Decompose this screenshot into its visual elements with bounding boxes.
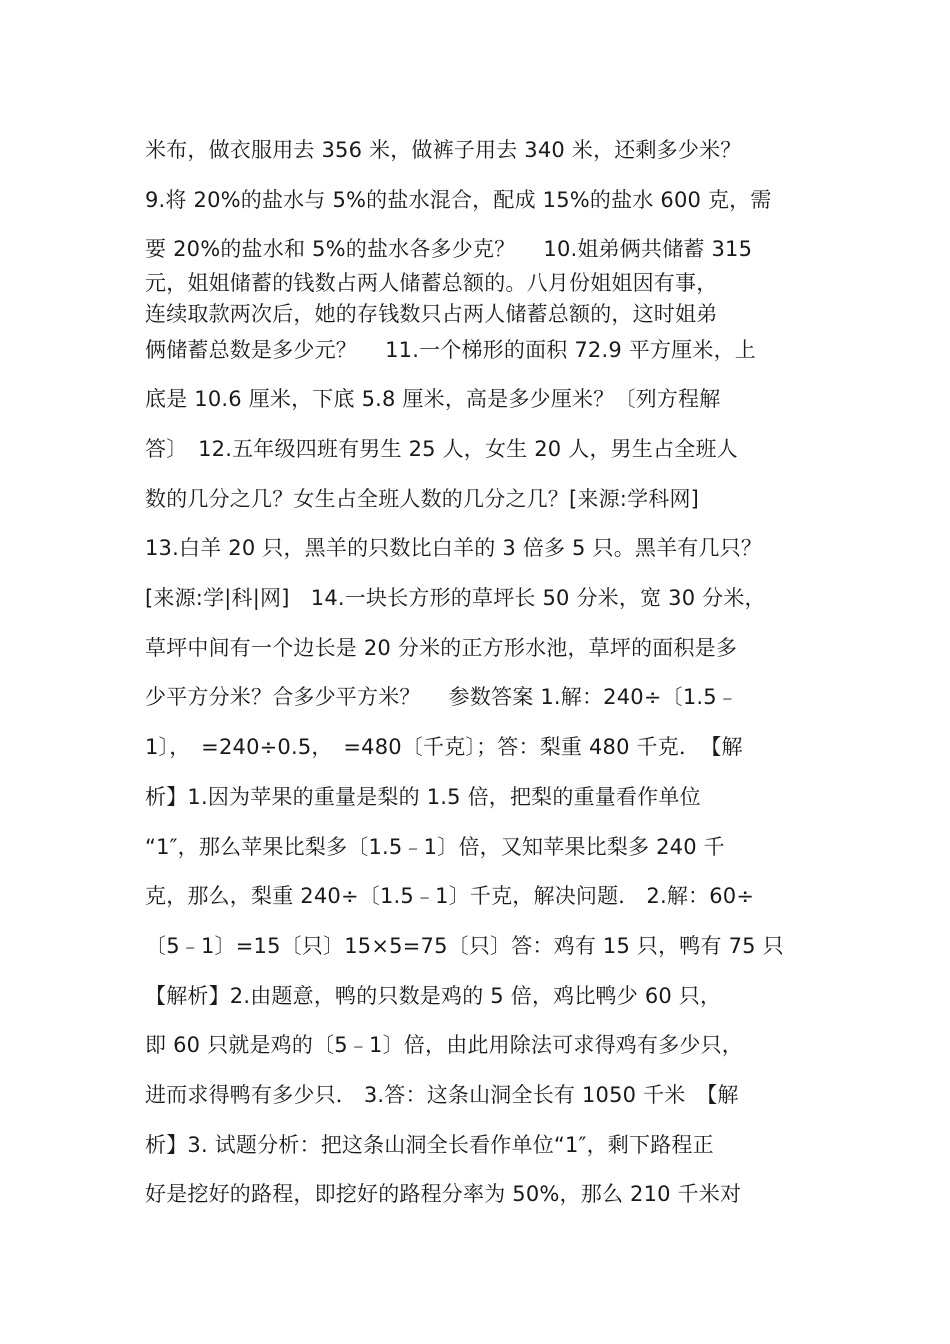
text-line: 元，姐姐储蓄的钱数占两人储蓄总额的。八月份姐姐因有事， bbox=[145, 271, 718, 295]
text-line: “1″，那么苹果比梨多〔1.5﹣1〕倍，又知苹果比梨多 240 千 bbox=[145, 835, 725, 859]
text-line: 【解析】2.由题意，鸭的只数是鸡的 5 倍，鸡比鸭少 60 只， bbox=[145, 984, 722, 1008]
text-line: 底是 10.6 厘米，下底 5.8 厘米，高是多少厘米？〔列方程解 bbox=[145, 387, 721, 411]
text-line: 析】1.因为苹果的重量是梨的 1.5 倍，把梨的重量看作单位 bbox=[145, 785, 701, 809]
text-line: [来源:学|科|网] 14.一块长方形的草坪长 50 分米，宽 30 分米， bbox=[145, 586, 766, 610]
text-line: 13.白羊 20 只，黑羊的只数比白羊的 3 倍多 5 只。黑羊有几只？ bbox=[145, 536, 763, 560]
text-line: 克，那么，梨重 240÷〔1.5﹣1〕千克，解决问题． 2.解：60÷ bbox=[145, 884, 755, 908]
text-line: 9.将 20%的盐水与 5%的盐水混合，配成 15%的盐水 600 克，需 bbox=[145, 188, 772, 212]
text-line: 即 60 只就是鸡的〔5﹣1〕倍，由此用除法可求得鸡有多少只， bbox=[145, 1033, 743, 1057]
text-line: 进而求得鸭有多少只． 3.答：这条山洞全长有 1050 千米 【解 bbox=[145, 1083, 739, 1107]
text-line: 要 20%的盐水和 5%的盐水各多少克？ 10.姐弟俩共储蓄 315 bbox=[145, 237, 753, 261]
text-line: 析】3. 试题分析：把这条山洞全长看作单位“1″，剩下路程正 bbox=[145, 1133, 714, 1157]
text-line: 好是挖好的路程，即挖好的路程分率为 50%，那么 210 千米对 bbox=[145, 1182, 742, 1206]
text-line: 少平方分米？合多少平方米？ 参数答案 1.解：240÷〔1.5﹣ bbox=[145, 685, 739, 709]
text-line: 答〕 12.五年级四班有男生 25 人，女生 20 人，男生占全班人 bbox=[145, 437, 738, 461]
text-line: 俩储蓄总数是多少元？ 11.一个梯形的面积 72.9 平方厘米，上 bbox=[145, 338, 756, 362]
text-line: 连续取款两次后，她的存钱数只占两人储蓄总额的，这时姐弟 bbox=[145, 302, 718, 326]
text-line: 〔5﹣1〕=15〔只〕15×5=75〔只〕答：鸡有 15 只，鸭有 75 只 bbox=[145, 934, 784, 958]
text-line: 1〕， =240÷0.5， =480〔千克〕；答：梨重 480 千克． 【解 bbox=[145, 735, 743, 759]
text-line: 米布，做衣服用去 356 米，做裤子用去 340 米，还剩多少米？ bbox=[145, 138, 742, 162]
text-line: 数的几分之几？女生占全班人数的几分之几？[来源:学科网] bbox=[145, 487, 700, 511]
text-line: 草坪中间有一个边长是 20 分米的正方形水池，草坪的面积是多 bbox=[145, 636, 738, 660]
